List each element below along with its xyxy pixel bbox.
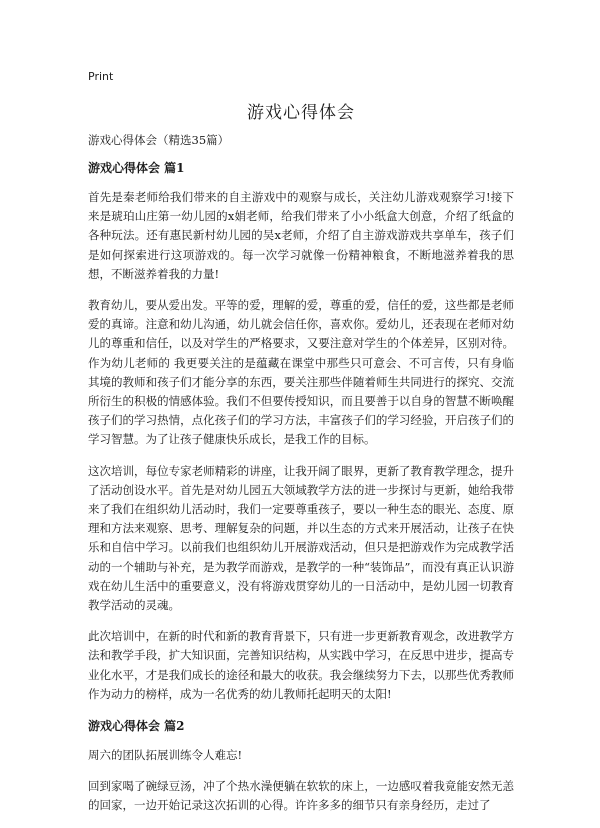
- section-heading: 游戏心得体会 篇2: [88, 719, 185, 734]
- section-heading: 游戏心得体会 篇1: [88, 161, 185, 175]
- document-title: 游戏心得体会: [247, 103, 355, 123]
- paragraph: 回到家喝了碗绿豆汤，冲了个热水澡便躺在软软的床上，一边感叹着我竟能安然无恙的回家，一边开始记录这次拓训的心得。许许多多的细节只有亲身经历，走过了: [88, 779, 514, 813]
- print-link[interactable]: Print: [88, 70, 114, 83]
- paragraph: 首先是秦老师给我们带来的自主游戏中的观察与成长，关注幼儿游戏观察学习!接下来是琥珀山庄第一幼儿园的x娟老师，给我们带来了小小纸盒大创意，介绍了纸盒的各种玩法。还有惠民新村幼儿园的吴x老师，介绍了自主游戏游戏共享单车，孩子们是如何探索进行这项游戏的。每一次学习就像一份精神粮食，不断地滋养着我的思想，不断滋养着我的力量!: [88, 190, 514, 281]
- document-subtitle: 游戏心得体会（精选35篇）: [88, 133, 230, 147]
- document-content: [88, 158, 514, 828]
- paragraph: 这次培训，每位专家老师精彩的讲座，让我开阔了眼界，更新了教育教学理念，提升了活动创设水平。首先是对幼儿园五大领域教学方法的进一步探讨与更新，她给我带来了我们在组织幼儿活动时，我们一定要尊重孩子，要以一种生态的眼光、态度、原理和方法来观察、思考、理解复杂的问题，并以生态的方式来开展活动，让孩子在快乐和自信中学习。以前我们也组织幼儿开展游戏活动，但只是把游戏作为完成教学活动的一个辅助与补充，是为教学而游戏，是教学的一种“装饰品”，而没有真正认识游戏在幼儿生活中的重要意义，没有将游戏贯穿幼儿的一日活动中，是幼儿园一切教育教学活动的灵魂。: [88, 463, 514, 613]
- paragraph: 周六的团队拓展训练令人难忘!: [88, 748, 243, 763]
- paragraph: 此次培训中，在新的时代和新的教育背景下，只有进一步更新教育观念，改进教学方法和教学手段，扩大知识面，完善知识结构，从实践中学习，在反思中进步，提高专业化水平，才是我们成长的途径和最大的收获。我会继续努力下去，以那些优秀教师作为动力的榜样，成为一名优秀的幼儿教师托起明天的太阳!: [88, 629, 514, 701]
- paragraph: 教育幼儿，要从爱出发。平等的爱，理解的爱，尊重的爱，信任的爱，这些都是老师爱的真谛。注意和幼儿沟通，幼儿就会信任你，喜欢你。爱幼儿，还表现在老师对幼儿的尊重和信任，以及对学生的严格要求，又要注意对学生的个体差异，区别对待。作为幼儿老师的 我更要关注的是蕴藏在课堂中那些只可意会、不可言传，只有身临其境的教师和孩子们才能分享的东西，要关注那些伴随着师生共同进行的探究、交流所衍生的积极的情感体验。我们不但要传授知识，而且要善于以自身的智慧不断唤醒孩子们的学习热情，点化孩子们的学习方法，丰富孩子们的学习经验，开启孩子们的学习智慧。为了让孩子健康快乐成长，是我工作的目标。: [88, 298, 514, 447]
